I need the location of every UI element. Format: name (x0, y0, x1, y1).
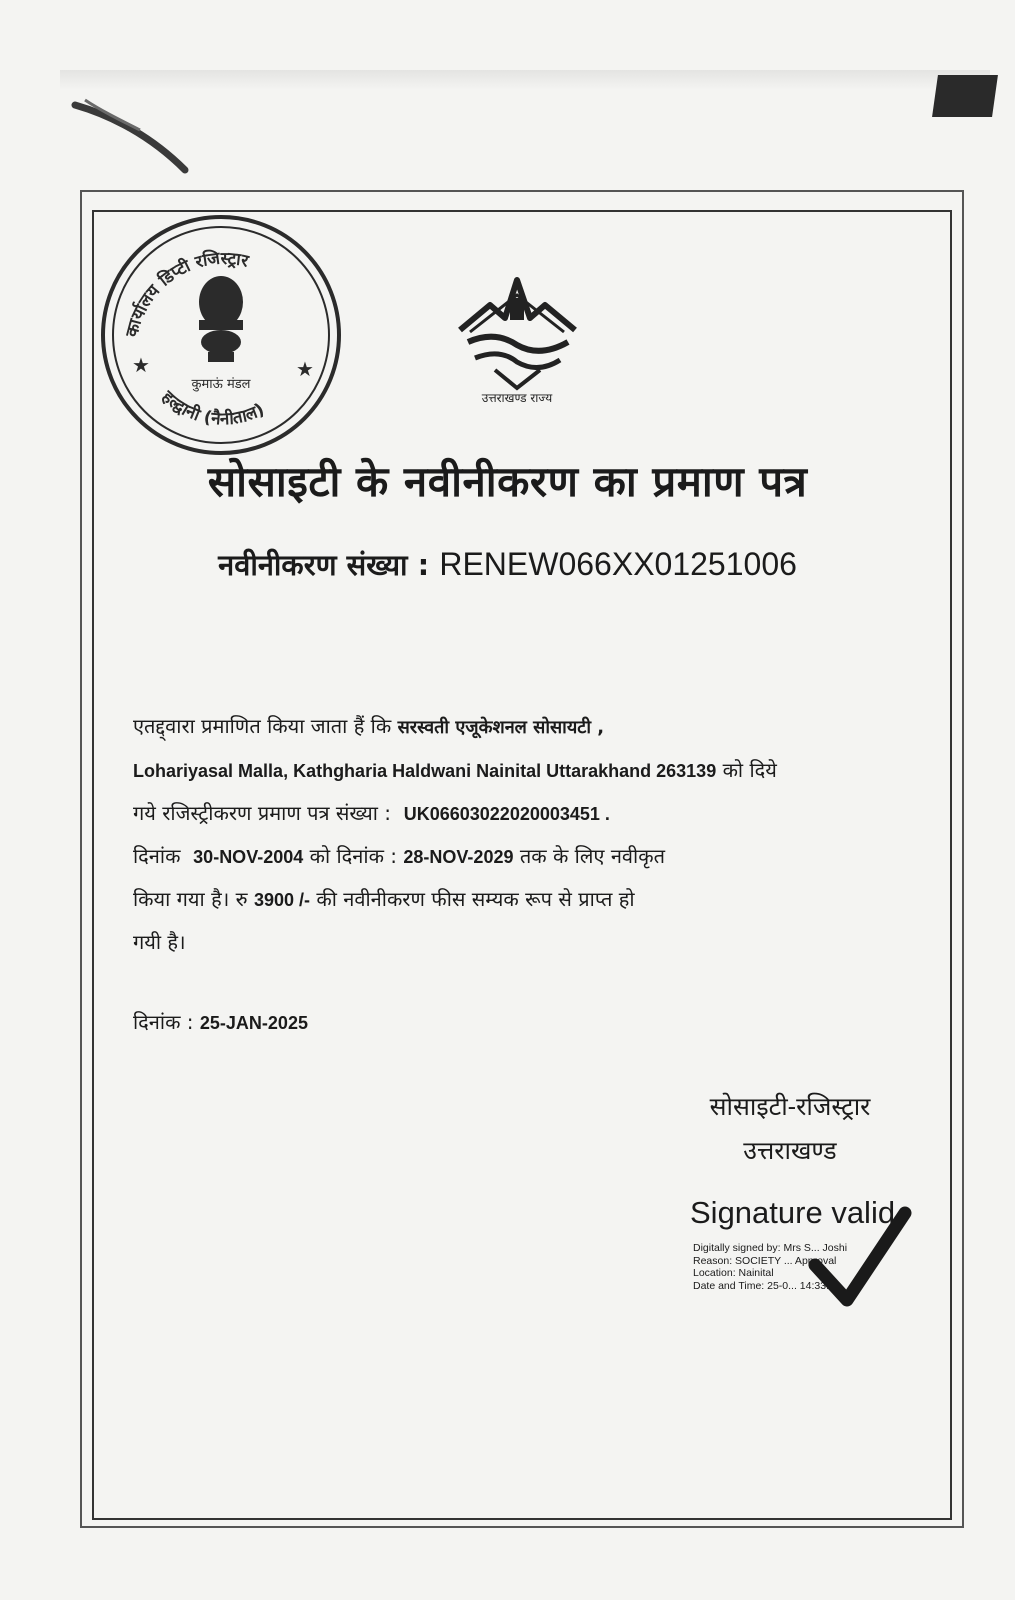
registrar-title: सोसाइटी-रजिस्ट्रार (709, 1092, 871, 1121)
signature-check-icon (805, 1205, 915, 1315)
logo-caption: उत्तराखण्ड राज्य (481, 391, 553, 405)
body-intro: एतद्द्वारा प्रमाणित किया जाता हैं कि (133, 714, 392, 738)
issue-date-label: दिनांक : (133, 1010, 194, 1034)
scan-shadow (60, 70, 990, 90)
seal-text-middle: कुमाऊं मंडल (191, 377, 251, 392)
scan-dark-corner (932, 75, 998, 117)
from-date: 30-NOV-2004 (193, 847, 304, 867)
seal-text-top: कार्यालय डिप्टी रजिस्ट्रार (122, 248, 251, 340)
to-label: को दिनांक : (309, 844, 398, 868)
seal-text-bottom: हल्द्वानी (नैनीताल) (157, 387, 268, 430)
seal-star-right-icon: ★ (296, 357, 314, 381)
fee-amount: 3900 /- (253, 890, 311, 910)
digital-location: Location: Nainital (693, 1267, 774, 1279)
scan-mark (70, 95, 200, 175)
from-label: दिनांक (133, 844, 181, 868)
registrar-block (640, 1085, 940, 1173)
certificate-title: सोसाइटी के नवीनीकरण का प्रमाण पत्र (207, 457, 808, 506)
renewal-number: RENEW066XX01251006 (439, 546, 797, 582)
renewal-number-line (0, 545, 1015, 584)
renewed-text: तक के लिए नवीकृत (519, 844, 665, 868)
signature-valid-text: Signature valid (690, 1195, 896, 1230)
issue-date-line (133, 1008, 308, 1035)
state-emblem-icon (199, 276, 243, 362)
certificate-body (133, 705, 913, 963)
done-text: किया गया है। (133, 887, 230, 911)
address-suffix: को दिये (722, 758, 777, 782)
office-seal (96, 210, 346, 460)
uttarakhand-logo (450, 270, 585, 410)
registration-label: गये रजिस्ट्रीकरण प्रमाण पत्र संख्या : (133, 801, 392, 825)
digital-signed-by: Digitally signed by: Mrs S... Joshi (693, 1242, 848, 1254)
fee-text: की नवीनीकरण फीस सम्यक रूप से प्राप्त हो (316, 887, 635, 911)
registrar-state: उत्तराखण्ड (743, 1136, 837, 1165)
society-address: Lohariyasal Malla, Kathgharia Haldwani Nainital Uttarakhand 263139 (133, 761, 717, 781)
renewal-label: नवीनीकरण संख्या : (218, 548, 430, 582)
fee-prefix: रु (235, 887, 248, 911)
to-date: 28-NOV-2029 (403, 847, 514, 867)
issue-date-value: 25-JAN-2025 (199, 1013, 308, 1033)
end-text: गयी है। (133, 930, 186, 954)
registration-number: UK06603022020003451 . (403, 804, 610, 824)
svg-text:हल्द्वानी (नैनीताल) (157, 386, 268, 429)
society-name: सरस्वती एजूकेशनल सोसायटी , (397, 717, 605, 738)
digital-datetime: Date and Time: 25-0... 14:33:24 (693, 1279, 841, 1292)
seal-star-left-icon: ★ (132, 353, 150, 377)
digital-reason: Reason: SOCIETY ... Approval (693, 1254, 837, 1267)
